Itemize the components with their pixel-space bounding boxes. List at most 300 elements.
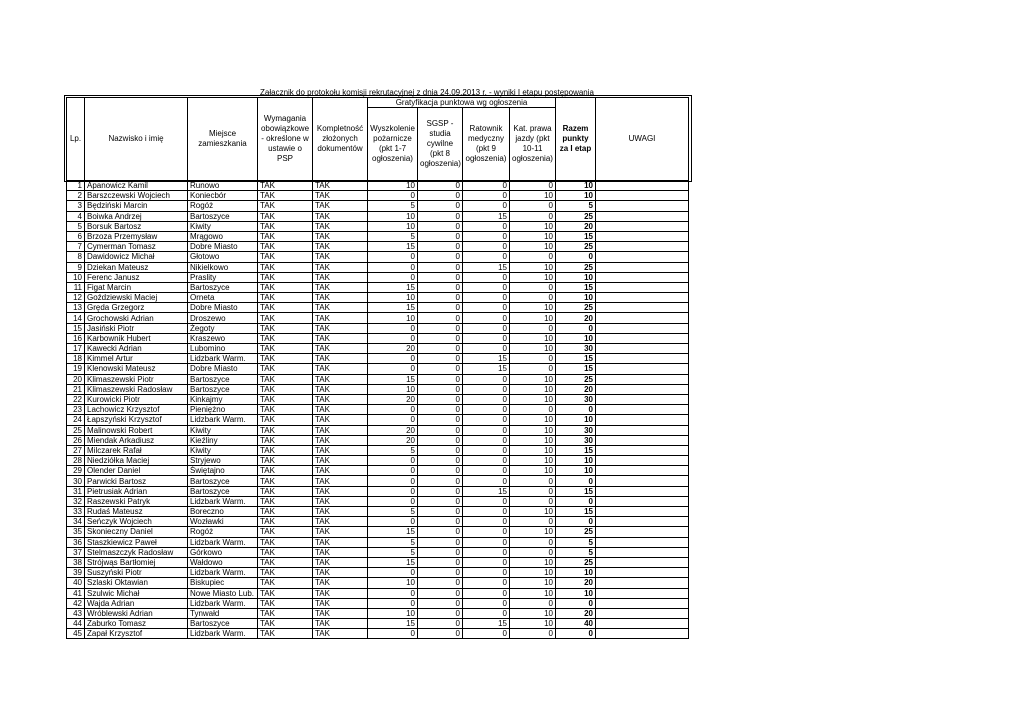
row-sgsp: 0 xyxy=(418,333,463,343)
row-notes xyxy=(596,598,689,608)
row-notes xyxy=(596,323,689,333)
row-city: Dobre Miasto xyxy=(188,242,258,252)
col-medic: Ratownik medyczny (pkt 9 ogłoszenia) xyxy=(463,108,510,181)
row-notes xyxy=(596,211,689,221)
row-sgsp: 0 xyxy=(418,517,463,527)
row-total: 10 xyxy=(556,333,596,343)
row-name: Dawidowicz Michał xyxy=(85,252,188,262)
row-license: 0 xyxy=(510,629,556,639)
row-completeness: TAK xyxy=(313,517,368,527)
row-license: 10 xyxy=(510,313,556,323)
row-total: 10 xyxy=(556,293,596,303)
row-notes xyxy=(596,588,689,598)
row-requirements: TAK xyxy=(258,588,313,598)
row-medic: 0 xyxy=(463,476,510,486)
row-sgsp: 0 xyxy=(418,456,463,466)
row-training: 0 xyxy=(368,466,418,476)
row-lp: 40 xyxy=(67,578,85,588)
row-city: Bartoszyce xyxy=(188,486,258,496)
row-license: 10 xyxy=(510,191,556,201)
row-notes xyxy=(596,262,689,272)
row-training: 0 xyxy=(368,364,418,374)
row-sgsp: 0 xyxy=(418,476,463,486)
row-sgsp: 0 xyxy=(418,405,463,415)
row-total: 15 xyxy=(556,486,596,496)
row-sgsp: 0 xyxy=(418,201,463,211)
row-city: Świętajno xyxy=(188,466,258,476)
row-name: Cymerman Tomasz xyxy=(85,242,188,252)
row-requirements: TAK xyxy=(258,211,313,221)
row-total: 0 xyxy=(556,252,596,262)
row-total: 20 xyxy=(556,221,596,231)
row-lp: 2 xyxy=(67,191,85,201)
row-requirements: TAK xyxy=(258,537,313,547)
table-row xyxy=(67,323,689,333)
row-completeness: TAK xyxy=(313,282,368,292)
row-medic: 15 xyxy=(463,354,510,364)
row-completeness: TAK xyxy=(313,313,368,323)
row-name: Raszewski Patryk xyxy=(85,496,188,506)
row-training: 0 xyxy=(368,568,418,578)
row-notes xyxy=(596,231,689,241)
row-sgsp: 0 xyxy=(418,496,463,506)
row-sgsp: 0 xyxy=(418,221,463,231)
row-medic: 0 xyxy=(463,282,510,292)
row-sgsp: 0 xyxy=(418,181,463,191)
table-row xyxy=(67,181,689,191)
row-license: 10 xyxy=(510,425,556,435)
row-name: Klenowski Mateusz xyxy=(85,364,188,374)
row-notes xyxy=(596,313,689,323)
row-requirements: TAK xyxy=(258,629,313,639)
row-city: Droszewo xyxy=(188,313,258,323)
group-header: Gratyfikacja punktowa wg ogłoszenia xyxy=(368,98,556,108)
row-training: 0 xyxy=(368,323,418,333)
row-license: 10 xyxy=(510,374,556,384)
row-completeness: TAK xyxy=(313,496,368,506)
row-sgsp: 0 xyxy=(418,394,463,404)
row-lp: 44 xyxy=(67,619,85,629)
row-city: Rogóż xyxy=(188,201,258,211)
table-row xyxy=(67,282,689,292)
table-row xyxy=(67,394,689,404)
row-total: 25 xyxy=(556,211,596,221)
row-training: 0 xyxy=(368,476,418,486)
row-sgsp: 0 xyxy=(418,445,463,455)
row-requirements: TAK xyxy=(258,598,313,608)
col-notes: UWAGI xyxy=(596,98,689,181)
row-training: 0 xyxy=(368,415,418,425)
row-requirements: TAK xyxy=(258,313,313,323)
row-medic: 0 xyxy=(463,323,510,333)
row-total: 0 xyxy=(556,629,596,639)
row-requirements: TAK xyxy=(258,415,313,425)
row-training: 10 xyxy=(368,578,418,588)
row-notes xyxy=(596,374,689,384)
row-lp: 17 xyxy=(67,344,85,354)
table-row xyxy=(67,364,689,374)
row-license: 10 xyxy=(510,303,556,313)
row-lp: 1 xyxy=(67,181,85,191)
row-training: 20 xyxy=(368,394,418,404)
document-title: Załacznik do protokołu komisji rekrutacyjnej z dnia 24.09.2013 r. - wyniki I etapu postępowania xyxy=(260,88,594,97)
row-sgsp: 0 xyxy=(418,242,463,252)
row-total: 20 xyxy=(556,608,596,618)
row-medic: 0 xyxy=(463,303,510,313)
row-training: 15 xyxy=(368,242,418,252)
row-city: Głotowo xyxy=(188,252,258,262)
row-completeness: TAK xyxy=(313,211,368,221)
row-training: 5 xyxy=(368,547,418,557)
row-requirements: TAK xyxy=(258,252,313,262)
row-total: 25 xyxy=(556,557,596,567)
row-lp: 9 xyxy=(67,262,85,272)
row-license: 10 xyxy=(510,557,556,567)
row-license: 10 xyxy=(510,333,556,343)
row-completeness: TAK xyxy=(313,598,368,608)
row-license: 10 xyxy=(510,445,556,455)
row-sgsp: 0 xyxy=(418,608,463,618)
row-completeness: TAK xyxy=(313,191,368,201)
row-completeness: TAK xyxy=(313,272,368,282)
row-medic: 0 xyxy=(463,466,510,476)
row-requirements: TAK xyxy=(258,221,313,231)
row-medic: 0 xyxy=(463,252,510,262)
row-notes xyxy=(596,333,689,343)
row-license: 0 xyxy=(510,293,556,303)
row-completeness: TAK xyxy=(313,415,368,425)
row-notes xyxy=(596,557,689,567)
row-name: Malinowski Robert xyxy=(85,425,188,435)
row-training: 0 xyxy=(368,588,418,598)
row-requirements: TAK xyxy=(258,272,313,282)
row-city: Kieźliny xyxy=(188,435,258,445)
row-sgsp: 0 xyxy=(418,435,463,445)
row-city: Lidzbark Warm. xyxy=(188,354,258,364)
table-row xyxy=(67,354,689,364)
col-total: Razem punkty za I etap xyxy=(556,98,596,181)
table-row xyxy=(67,415,689,425)
row-medic: 0 xyxy=(463,496,510,506)
row-completeness: TAK xyxy=(313,486,368,496)
row-training: 15 xyxy=(368,374,418,384)
row-completeness: TAK xyxy=(313,557,368,567)
row-city: Górkowo xyxy=(188,547,258,557)
row-training: 0 xyxy=(368,486,418,496)
row-medic: 0 xyxy=(463,527,510,537)
row-license: 10 xyxy=(510,221,556,231)
row-training: 0 xyxy=(368,456,418,466)
row-lp: 8 xyxy=(67,252,85,262)
row-completeness: TAK xyxy=(313,364,368,374)
row-sgsp: 0 xyxy=(418,557,463,567)
row-lp: 15 xyxy=(67,323,85,333)
row-name: Zapał Krzysztof xyxy=(85,629,188,639)
row-notes xyxy=(596,354,689,364)
row-completeness: TAK xyxy=(313,374,368,384)
row-name: Ferenc Janusz xyxy=(85,272,188,282)
row-medic: 15 xyxy=(463,619,510,629)
row-lp: 39 xyxy=(67,568,85,578)
row-requirements: TAK xyxy=(258,201,313,211)
row-total: 30 xyxy=(556,435,596,445)
row-lp: 18 xyxy=(67,354,85,364)
row-completeness: TAK xyxy=(313,466,368,476)
row-city: Żegoty xyxy=(188,323,258,333)
row-medic: 0 xyxy=(463,557,510,567)
row-license: 0 xyxy=(510,201,556,211)
row-total: 20 xyxy=(556,384,596,394)
row-city: Biskupiec xyxy=(188,578,258,588)
row-name: Borsuk Bartosz xyxy=(85,221,188,231)
row-total: 10 xyxy=(556,272,596,282)
row-lp: 43 xyxy=(67,608,85,618)
row-license: 0 xyxy=(510,496,556,506)
row-name: Rudaś Mateusz xyxy=(85,507,188,517)
row-notes xyxy=(596,496,689,506)
row-city: Lidzbark Warm. xyxy=(188,415,258,425)
row-completeness: TAK xyxy=(313,568,368,578)
row-requirements: TAK xyxy=(258,425,313,435)
row-completeness: TAK xyxy=(313,293,368,303)
row-sgsp: 0 xyxy=(418,272,463,282)
row-license: 10 xyxy=(510,568,556,578)
table-body xyxy=(67,181,689,639)
row-requirements: TAK xyxy=(258,476,313,486)
row-completeness: TAK xyxy=(313,333,368,343)
row-training: 0 xyxy=(368,333,418,343)
row-license: 0 xyxy=(510,598,556,608)
row-total: 5 xyxy=(556,547,596,557)
row-name: Stelmaszczyk Radosław xyxy=(85,547,188,557)
row-sgsp: 0 xyxy=(418,588,463,598)
row-medic: 0 xyxy=(463,201,510,211)
row-training: 0 xyxy=(368,496,418,506)
row-city: Bartoszyce xyxy=(188,211,258,221)
row-license: 10 xyxy=(510,231,556,241)
row-license: 10 xyxy=(510,466,556,476)
row-name: Staszkiewicz Paweł xyxy=(85,537,188,547)
row-name: Niedziółka Maciej xyxy=(85,456,188,466)
row-name: Dziekan Mateusz xyxy=(85,262,188,272)
row-city: Boreczno xyxy=(188,507,258,517)
col-requirements: Wymagania obowiązkowe - określone w ustawie o PSP xyxy=(258,98,313,181)
row-total: 10 xyxy=(556,181,596,191)
row-total: 5 xyxy=(556,537,596,547)
row-lp: 29 xyxy=(67,466,85,476)
row-medic: 0 xyxy=(463,272,510,282)
row-lp: 10 xyxy=(67,272,85,282)
row-total: 0 xyxy=(556,323,596,333)
row-total: 25 xyxy=(556,527,596,537)
row-total: 10 xyxy=(556,466,596,476)
row-completeness: TAK xyxy=(313,588,368,598)
table-row xyxy=(67,598,689,608)
row-completeness: TAK xyxy=(313,394,368,404)
row-sgsp: 0 xyxy=(418,425,463,435)
table-row xyxy=(67,201,689,211)
row-total: 20 xyxy=(556,578,596,588)
row-notes xyxy=(596,384,689,394)
row-completeness: TAK xyxy=(313,507,368,517)
row-total: 10 xyxy=(556,568,596,578)
row-name: Miendak Arkadiusz xyxy=(85,435,188,445)
row-medic: 15 xyxy=(463,486,510,496)
table-row xyxy=(67,384,689,394)
row-training: 0 xyxy=(368,405,418,415)
row-city: Lubomino xyxy=(188,344,258,354)
row-city: Orneta xyxy=(188,293,258,303)
row-city: Bartoszyce xyxy=(188,619,258,629)
row-city: Pieniężno xyxy=(188,405,258,415)
table-row xyxy=(67,191,689,201)
row-training: 0 xyxy=(368,354,418,364)
row-total: 10 xyxy=(556,415,596,425)
row-name: Seńczyk Wojciech xyxy=(85,517,188,527)
row-requirements: TAK xyxy=(258,384,313,394)
table-row xyxy=(67,252,689,262)
row-total: 30 xyxy=(556,394,596,404)
row-notes xyxy=(596,537,689,547)
row-training: 10 xyxy=(368,211,418,221)
row-license: 0 xyxy=(510,547,556,557)
row-lp: 32 xyxy=(67,496,85,506)
row-license: 10 xyxy=(510,619,556,629)
row-total: 10 xyxy=(556,588,596,598)
row-medic: 15 xyxy=(463,262,510,272)
row-sgsp: 0 xyxy=(418,547,463,557)
row-notes xyxy=(596,568,689,578)
row-completeness: TAK xyxy=(313,527,368,537)
row-medic: 0 xyxy=(463,344,510,354)
row-name: Pietrusiak Adrian xyxy=(85,486,188,496)
table-row xyxy=(67,425,689,435)
table-row xyxy=(67,547,689,557)
row-license: 10 xyxy=(510,588,556,598)
row-city: Lidzbark Warm. xyxy=(188,537,258,547)
row-notes xyxy=(596,272,689,282)
row-sgsp: 0 xyxy=(418,486,463,496)
table-row xyxy=(67,293,689,303)
row-total: 25 xyxy=(556,242,596,252)
row-training: 10 xyxy=(368,313,418,323)
row-city: Bartoszyce xyxy=(188,374,258,384)
row-completeness: TAK xyxy=(313,344,368,354)
row-sgsp: 0 xyxy=(418,466,463,476)
row-requirements: TAK xyxy=(258,333,313,343)
row-medic: 0 xyxy=(463,181,510,191)
table-row xyxy=(67,211,689,221)
row-sgsp: 0 xyxy=(418,293,463,303)
row-completeness: TAK xyxy=(313,425,368,435)
row-notes xyxy=(596,629,689,639)
row-training: 0 xyxy=(368,598,418,608)
col-lp: Lp. xyxy=(67,98,85,181)
row-requirements: TAK xyxy=(258,262,313,272)
row-sgsp: 0 xyxy=(418,578,463,588)
row-city: Wozławki xyxy=(188,517,258,527)
row-requirements: TAK xyxy=(258,231,313,241)
row-completeness: TAK xyxy=(313,303,368,313)
row-training: 0 xyxy=(368,252,418,262)
row-city: Lidzbark Warm. xyxy=(188,496,258,506)
row-total: 15 xyxy=(556,445,596,455)
row-name: Szulwic Michał xyxy=(85,588,188,598)
row-license: 0 xyxy=(510,364,556,374)
row-name: Brzoza Przemysław xyxy=(85,231,188,241)
row-medic: 15 xyxy=(463,364,510,374)
row-lp: 45 xyxy=(67,629,85,639)
row-medic: 0 xyxy=(463,405,510,415)
row-total: 10 xyxy=(556,456,596,466)
row-medic: 0 xyxy=(463,588,510,598)
row-requirements: TAK xyxy=(258,181,313,191)
row-sgsp: 0 xyxy=(418,252,463,262)
table-row xyxy=(67,537,689,547)
row-name: Milczarek Rafał xyxy=(85,445,188,455)
row-notes xyxy=(596,293,689,303)
row-city: Lidzbark Warm. xyxy=(188,598,258,608)
row-training: 0 xyxy=(368,517,418,527)
row-lp: 22 xyxy=(67,394,85,404)
row-notes xyxy=(596,527,689,537)
row-notes xyxy=(596,282,689,292)
row-name: Olender Daniel xyxy=(85,466,188,476)
row-completeness: TAK xyxy=(313,384,368,394)
row-training: 15 xyxy=(368,303,418,313)
row-lp: 34 xyxy=(67,517,85,527)
row-completeness: TAK xyxy=(313,619,368,629)
row-completeness: TAK xyxy=(313,608,368,618)
row-completeness: TAK xyxy=(313,435,368,445)
row-requirements: TAK xyxy=(258,405,313,415)
row-notes xyxy=(596,435,689,445)
row-name: Szlaski Oktawian xyxy=(85,578,188,588)
row-name: Gręda Grzegorz xyxy=(85,303,188,313)
row-notes xyxy=(596,303,689,313)
row-city: Bartoszyce xyxy=(188,476,258,486)
row-notes xyxy=(596,456,689,466)
table-row xyxy=(67,445,689,455)
row-license: 10 xyxy=(510,272,556,282)
row-notes xyxy=(596,517,689,527)
row-training: 5 xyxy=(368,201,418,211)
row-lp: 11 xyxy=(67,282,85,292)
row-name: Łapszyński Krzysztof xyxy=(85,415,188,425)
table-row xyxy=(67,629,689,639)
row-lp: 37 xyxy=(67,547,85,557)
row-completeness: TAK xyxy=(313,354,368,364)
table-row xyxy=(67,578,689,588)
row-license: 0 xyxy=(510,486,556,496)
table-row xyxy=(67,221,689,231)
row-lp: 13 xyxy=(67,303,85,313)
row-total: 0 xyxy=(556,476,596,486)
row-lp: 4 xyxy=(67,211,85,221)
row-license: 0 xyxy=(510,476,556,486)
row-license: 10 xyxy=(510,527,556,537)
row-city: Wałdowo xyxy=(188,557,258,567)
row-requirements: TAK xyxy=(258,344,313,354)
row-requirements: TAK xyxy=(258,445,313,455)
row-name: Boiwka Andrzej xyxy=(85,211,188,221)
row-name: Barszczewski Wojciech xyxy=(85,191,188,201)
row-training: 10 xyxy=(368,293,418,303)
row-notes xyxy=(596,242,689,252)
row-requirements: TAK xyxy=(258,191,313,201)
table-row xyxy=(67,435,689,445)
row-sgsp: 0 xyxy=(418,323,463,333)
